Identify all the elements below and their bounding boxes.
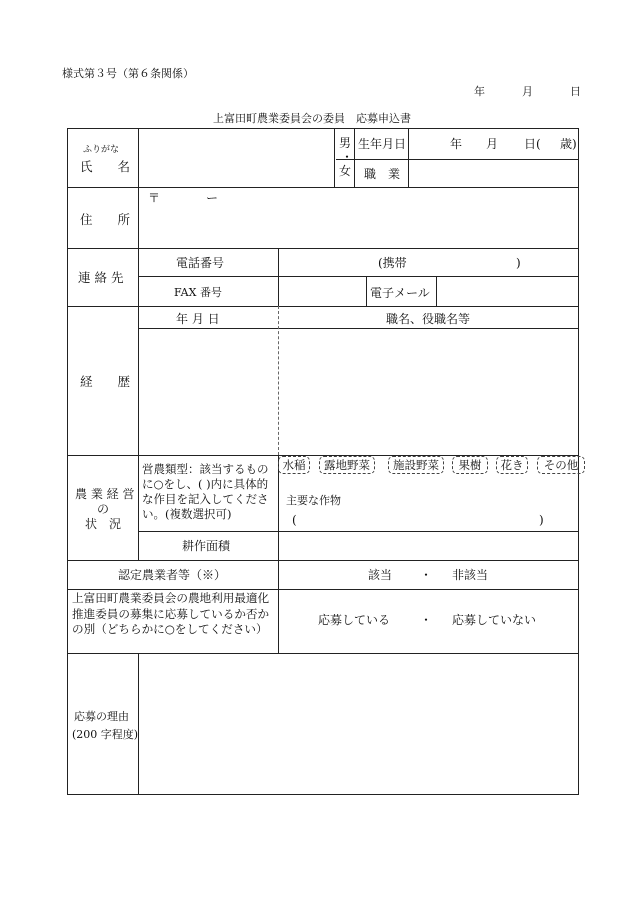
- phone-label: 電話番号: [176, 256, 225, 270]
- rule-email-left: [366, 276, 367, 306]
- career-date-header: 年 月 日: [176, 312, 220, 326]
- certified-applicable-option[interactable]: 該当: [368, 568, 393, 582]
- gender-separator: ・: [341, 150, 354, 164]
- date-day-label: 日: [570, 85, 581, 98]
- farming-type-instructions: 営農類型：該当するものに○をし、( )内に具体的な作目を記入してください。(複数選択可): [142, 462, 269, 521]
- reason-input-area[interactable]: [139, 654, 577, 794]
- rule-farming-mid: [278, 455, 279, 589]
- rule-contact-mid: [278, 248, 279, 306]
- birth-month-label: 月: [486, 137, 499, 151]
- career-input-area[interactable]: [139, 329, 577, 454]
- certified-not-applicable-option[interactable]: 非該当: [452, 568, 489, 582]
- reason-label-line2: (200 字程度): [72, 728, 139, 741]
- rule-label-col-farming: [138, 455, 139, 560]
- email-input-area[interactable]: [437, 277, 577, 305]
- age-label: 歳): [560, 137, 577, 151]
- birth-year-label: 年: [450, 137, 463, 151]
- farming-option-fruit-trees[interactable]: 果樹: [452, 456, 488, 474]
- date-year-label: 年: [474, 85, 485, 98]
- cultivation-area-label: 耕作面積: [182, 539, 231, 553]
- cultivation-area-input-area[interactable]: [279, 532, 577, 559]
- name-input-area[interactable]: [139, 130, 333, 186]
- birth-day-label: 日(: [524, 137, 541, 151]
- optimization-not-applied-option[interactable]: 応募していない: [452, 613, 537, 627]
- rule-farming-bottom: [68, 560, 578, 561]
- rule-optimization-mid: [278, 589, 279, 653]
- application-form-table: [67, 128, 579, 795]
- farming-label-line2: の: [97, 502, 110, 516]
- main-crops-input-area[interactable]: [300, 511, 536, 529]
- main-crops-open: (: [292, 513, 297, 527]
- reason-label-line1: 応募の理由: [74, 710, 129, 723]
- occupation-label: 職 業: [364, 167, 401, 181]
- farming-label-line3: 状 況: [85, 517, 122, 531]
- mobile-open-label: (携帯: [378, 256, 407, 270]
- rule-gender-right: [354, 129, 355, 187]
- optimization-applied-option[interactable]: 応募している: [318, 613, 391, 627]
- mobile-close-label: ): [516, 256, 521, 270]
- postal-dash: ー: [206, 191, 219, 205]
- farming-label-line1: 農 業 経 営: [75, 487, 135, 501]
- fax-label: FAX 番号: [174, 286, 222, 299]
- occupation-input-area[interactable]: [409, 160, 577, 186]
- postal-mark: 〒: [148, 191, 161, 205]
- address-input-area[interactable]: [139, 188, 577, 247]
- address-label: 住 所: [80, 212, 131, 227]
- rule-contact-bottom: [68, 306, 578, 307]
- page-title: 上富田町農業委員会の委員 応募申込書: [213, 112, 411, 125]
- farming-option-open-field-vegetables[interactable]: 露地野菜: [319, 456, 375, 474]
- farming-option-greenhouse-vegetables[interactable]: 施設野菜: [388, 456, 444, 474]
- optimization-separator: ・: [420, 613, 433, 627]
- certified-separator: ・: [420, 568, 433, 582]
- form-number: 様式第３号（第６条関係）: [62, 67, 194, 80]
- rule-gender-left: [334, 129, 335, 187]
- optimization-question: 上富田町農業委員会の農地利用最適化推進委員の募集に応募しているか否かの別（どちらかに○をしてください）: [72, 591, 270, 636]
- certified-farmer-label: 認定農業者等（※）: [118, 568, 227, 582]
- main-crops-close: ): [539, 513, 544, 527]
- career-label: 経 歴: [80, 374, 131, 389]
- gender-female[interactable]: 女: [339, 164, 352, 178]
- birthdate-label: 生年月日: [358, 137, 407, 151]
- career-position-header: 職名、役職名等: [386, 312, 471, 326]
- date-month-label: 月: [522, 85, 533, 98]
- furigana-label: ふりがな: [83, 145, 120, 155]
- farming-option-other[interactable]: その他: [537, 456, 585, 474]
- main-crops-label: 主要な作物: [286, 494, 341, 507]
- rule-certified-bottom: [68, 589, 578, 590]
- rule-address-bottom: [68, 248, 578, 249]
- email-label: 電子メール: [370, 286, 430, 300]
- farming-option-flowers[interactable]: 花き: [496, 456, 528, 474]
- contact-label: 連 絡 先: [78, 270, 124, 285]
- name-label: 氏 名: [80, 159, 131, 174]
- gender-male[interactable]: 男: [339, 136, 352, 150]
- farming-option-rice[interactable]: 水稲: [278, 456, 310, 474]
